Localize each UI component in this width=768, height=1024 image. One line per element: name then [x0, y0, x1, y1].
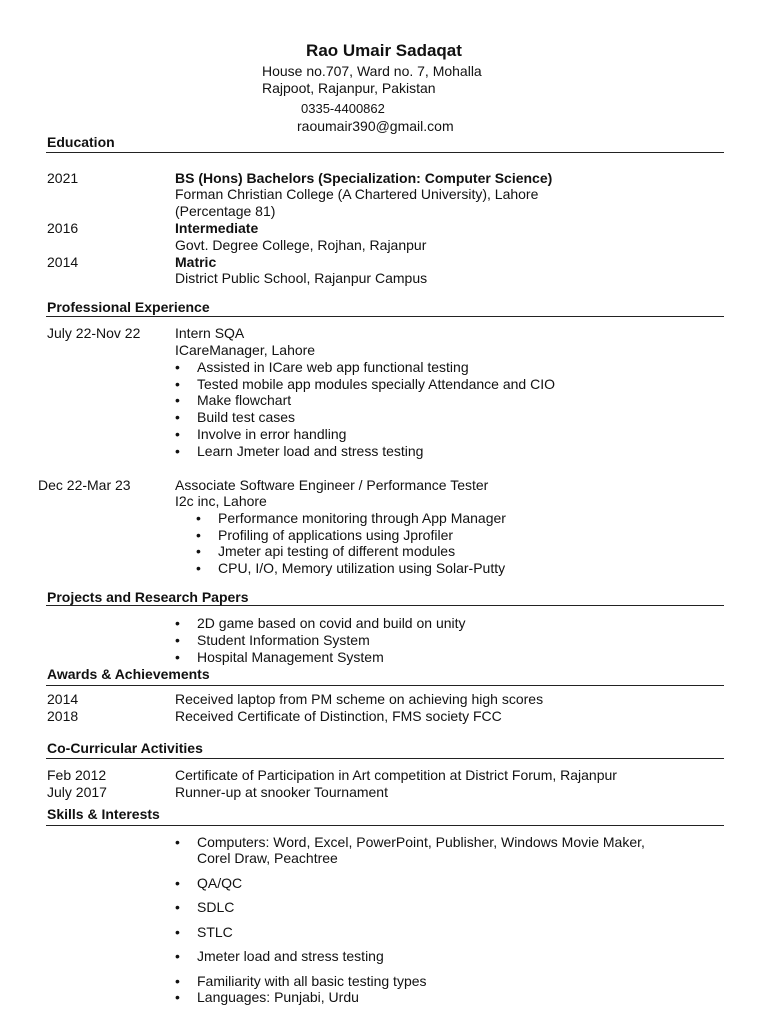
activity-date: Feb 2012 [47, 767, 107, 783]
resume-name: Rao Umair Sadaqat [306, 41, 462, 60]
skill-item: • SDLC [197, 899, 234, 916]
skill-item: • Jmeter load and stress testing [197, 948, 384, 965]
skill-item: • Languages: Punjabi, Urdu [197, 989, 359, 1006]
award-year: 2018 [47, 708, 79, 724]
education-year: 2021 [47, 170, 79, 186]
job-bullet: • Jmeter api testing of different modules [218, 543, 455, 560]
job-company: ICareManager, Lahore [175, 342, 316, 358]
award-text: Received Certificate of Distinction, FMS society FCC [175, 708, 502, 724]
award-year: 2014 [47, 691, 79, 707]
job-bullet: • Build test cases [197, 409, 295, 426]
education-degree: BS (Hons) Bachelors (Specialization: Computer Science) [175, 170, 553, 186]
address-line-1: House no.707, Ward no. 7, Mohalla [262, 63, 482, 79]
job-dates: Dec 22-Mar 23 [38, 477, 131, 493]
job-title: Intern SQA [175, 325, 245, 341]
project-item: • 2D game based on covid and build on unity [197, 615, 466, 632]
section-heading-projects: Projects and Research Papers [47, 589, 249, 605]
education-institution: Govt. Degree College, Rojhan, Rajanpur [175, 237, 427, 253]
job-bullet: • Assisted in ICare web app functional testing [197, 359, 469, 376]
job-company: I2c inc, Lahore [175, 493, 267, 509]
email-address: raoumair390@gmail.com [297, 118, 454, 134]
education-degree: Intermediate [175, 220, 259, 236]
section-divider [46, 825, 724, 826]
education-year: 2016 [47, 220, 79, 236]
section-heading-experience: Professional Experience [47, 299, 210, 315]
education-degree: Matric [175, 254, 217, 270]
education-institution: Forman Christian College (A Chartered University), Lahore [175, 186, 539, 202]
award-text: Received laptop from PM scheme on achieving high scores [175, 691, 544, 707]
skill-item: • Familiarity with all basic testing types [197, 973, 427, 990]
section-heading-cocurricular: Co-Curricular Activities [47, 740, 203, 756]
job-bullet: • Involve in error handling [197, 426, 346, 443]
section-divider [46, 152, 724, 153]
section-divider [46, 316, 724, 317]
job-bullet: • Performance monitoring through App Manager [218, 510, 506, 527]
education-institution: District Public School, Rajanpur Campus [175, 270, 428, 286]
job-bullet: • CPU, I/O, Memory utilization using Solar-Putty [218, 560, 505, 577]
activity-text: Certificate of Participation in Art competition at District Forum, Rajanpur [175, 767, 617, 783]
job-bullet: • Tested mobile app modules specially Attendance and CIO [197, 376, 555, 393]
education-percentage: (Percentage 81) [175, 203, 276, 219]
job-bullet: • Learn Jmeter load and stress testing [197, 443, 423, 460]
activity-text: Runner-up at snooker Tournament [175, 784, 388, 800]
section-divider [46, 758, 724, 759]
job-dates: July 22-Nov 22 [47, 325, 141, 341]
education-year: 2014 [47, 254, 79, 270]
job-bullet: • Profiling of applications using Jprofiler [218, 527, 453, 544]
address-line-2: Rajpoot, Rajanpur, Pakistan [262, 80, 436, 96]
section-divider [46, 605, 724, 606]
section-heading-awards: Awards & Achievements [47, 666, 210, 682]
job-title: Associate Software Engineer / Performance Tester [175, 477, 489, 493]
project-item: • Hospital Management System [197, 649, 384, 666]
section-heading-education: Education [47, 134, 115, 150]
skill-item: • STLC [197, 924, 233, 941]
job-bullet: • Make flowchart [197, 392, 291, 409]
section-divider [46, 685, 724, 686]
activity-date: July 2017 [47, 784, 107, 800]
skill-item: • QA/QC [197, 875, 242, 892]
skill-item: • Computers: Word, Excel, PowerPoint, Publisher, Windows Movie Maker, [197, 834, 645, 851]
skill-item-continued: Corel Draw, Peachtree [197, 850, 338, 866]
phone-number: 0335-4400862 [301, 101, 385, 116]
section-heading-skills: Skills & Interests [47, 806, 160, 822]
project-item: • Student Information System [197, 632, 370, 649]
